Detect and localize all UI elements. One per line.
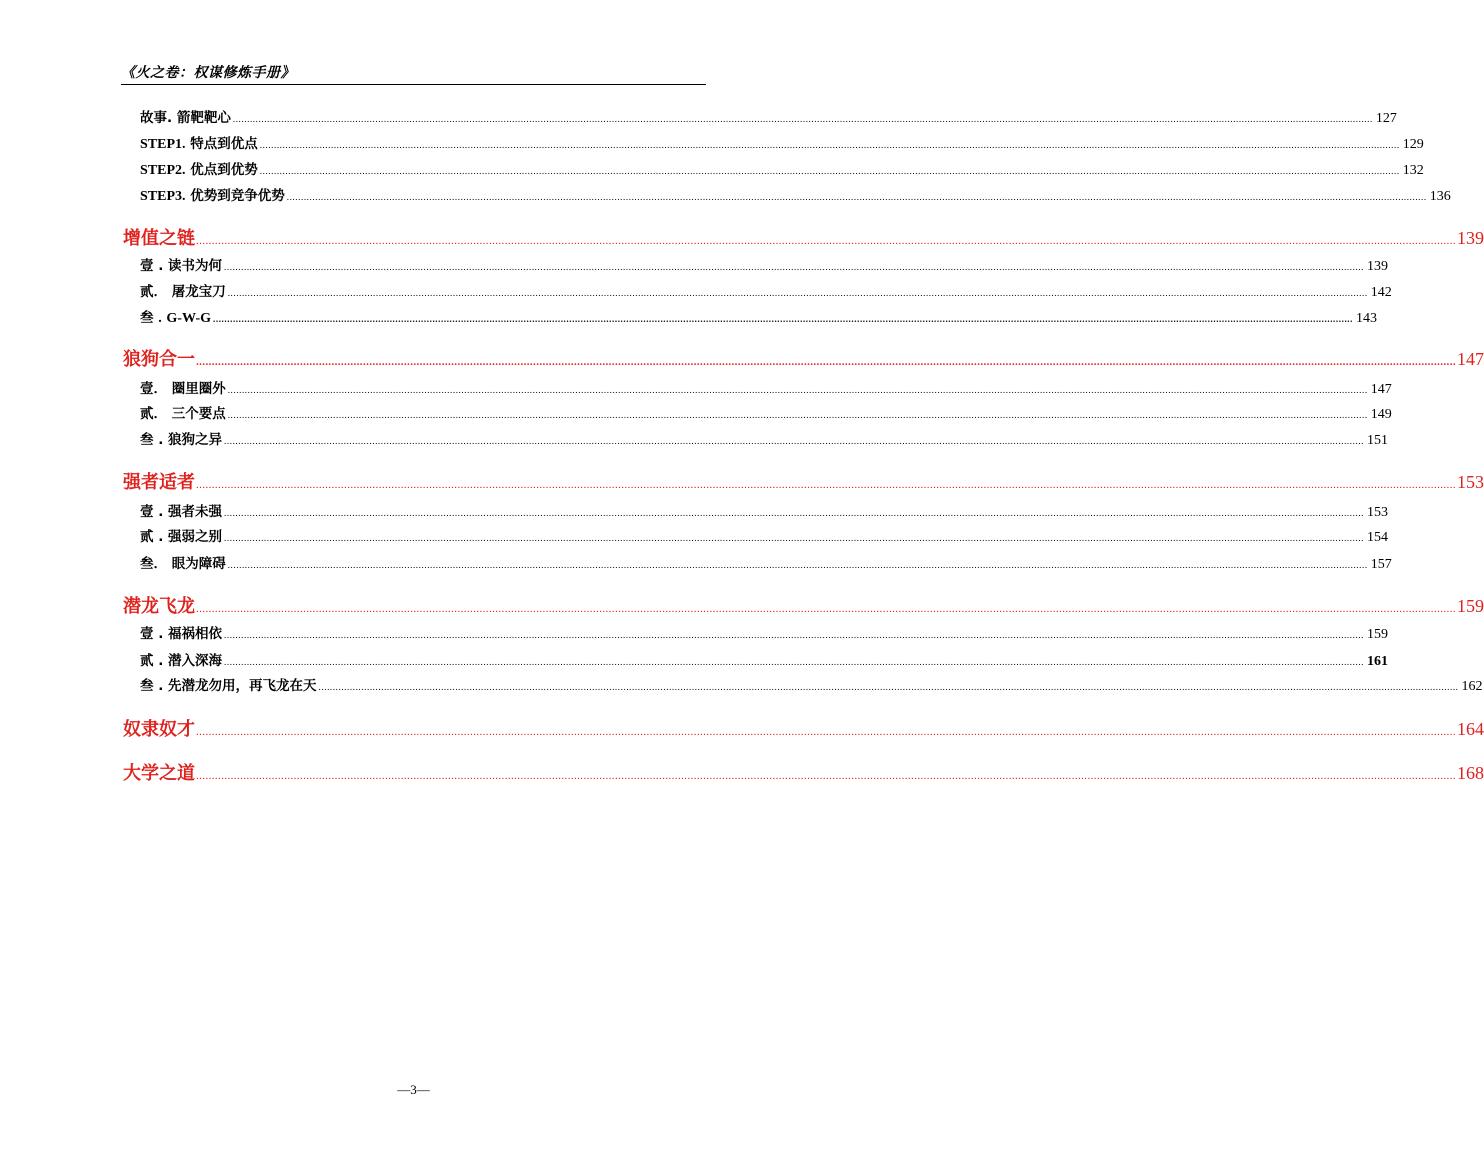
toc-entry-label: STEP3. 优势到竞争优势	[140, 188, 285, 204]
toc-chapter-page: 147	[1457, 349, 1484, 369]
toc-entry-label: 贰． 三个要点	[140, 406, 226, 422]
toc-entry-page: 151	[1367, 433, 1389, 448]
toc-entry[interactable]	[140, 377, 1392, 397]
toc-chapter[interactable]	[123, 468, 1484, 494]
toc-entry-page: 153	[1367, 505, 1389, 520]
toc-chapter-page: 159	[1457, 596, 1484, 616]
toc-entry-label: 贰 . 强弱之别	[140, 529, 223, 545]
toc-entry-page: 149	[1370, 407, 1392, 422]
toc-entry-page: 154	[1367, 530, 1389, 545]
header-divider	[121, 84, 706, 85]
toc-entry-label: 故事. 箭靶靶心	[140, 110, 231, 126]
toc-chapter-page: 164	[1457, 719, 1484, 739]
toc-entry-page: 159	[1367, 627, 1389, 642]
toc-chapter-page: 168	[1457, 763, 1484, 783]
toc-leader-dots: ................................................................................................................................................................................................................................................................................................................................................................................................................	[286, 192, 1427, 202]
toc-leader-dots: ................................................................................................................................................................................................................................................................................................................................................................................................................	[224, 657, 1365, 667]
toc-chapter-title: 强者适者	[123, 472, 195, 493]
toc-entry-page: 136	[1429, 189, 1451, 204]
toc-chapter-page: 153	[1457, 472, 1484, 492]
toc-entry-page: 147	[1370, 382, 1392, 397]
toc-leader-dots: ................................................................................................................................................................................................................................................................................................................................................................................................................	[227, 560, 1368, 570]
toc-entry[interactable]	[140, 184, 1451, 204]
toc-leader-dots: ................................................................................................................................................................................................................................................................................................................................................................................................................	[232, 114, 1373, 124]
page-number: —3—	[397, 1082, 430, 1097]
toc-leader-dots: ................................................................................................................................................................................................................................................................................................................................................................................................................	[227, 385, 1368, 395]
toc-entry[interactable]	[140, 402, 1392, 422]
toc-chapter[interactable]	[123, 592, 1484, 618]
toc-chapter[interactable]	[123, 224, 1484, 250]
toc-entry[interactable]	[140, 525, 1389, 545]
toc-entry-label: 壹 . 强者未强	[140, 504, 223, 520]
toc-entry-page: 132	[1402, 163, 1424, 178]
toc-leader-dots: ................................................................................................................................................................................................................................................................................................................................................................................................................	[196, 356, 1456, 368]
toc-entry-label: 叁 . G-W-G	[140, 310, 211, 326]
toc-entry-label: STEP2. 优点到优势	[140, 162, 258, 178]
toc-leader-dots: ................................................................................................................................................................................................................................................................................................................................................................................................................	[224, 436, 1365, 446]
document-header-title: 《火之卷：权谋修炼手册》	[121, 65, 295, 81]
toc-leader-dots: ................................................................................................................................................................................................................................................................................................................................................................................................................	[213, 314, 1353, 324]
toc-leader-dots: ................................................................................................................................................................................................................................................................................................................................................................................................................	[224, 508, 1365, 518]
toc-entry[interactable]	[140, 428, 1389, 448]
toc-chapter-title: 潜龙飞龙	[123, 596, 195, 617]
toc-entry-page: 161	[1367, 654, 1389, 669]
toc-entry[interactable]	[140, 552, 1392, 572]
toc-chapter-page: 139	[1457, 228, 1484, 248]
toc-entry-label: 壹 . 福祸相依	[140, 626, 223, 642]
toc-entry[interactable]	[140, 674, 1483, 694]
toc-chapter[interactable]	[123, 345, 1484, 371]
toc-entry-label: 壹 . 读书为何	[140, 258, 223, 274]
toc-chapter-title: 增值之链	[123, 228, 195, 249]
toc-leader-dots: ................................................................................................................................................................................................................................................................................................................................................................................................................	[224, 533, 1365, 543]
toc-chapter-title: 大学之道	[123, 763, 195, 784]
toc-leader-dots: ................................................................................................................................................................................................................................................................................................................................................................................................................	[318, 682, 1459, 692]
toc-leader-dots: ................................................................................................................................................................................................................................................................................................................................................................................................................	[196, 235, 1456, 247]
toc-chapter-title: 奴隶奴才	[123, 719, 195, 740]
toc-entry[interactable]	[140, 254, 1389, 274]
toc-leader-dots: ................................................................................................................................................................................................................................................................................................................................................................................................................	[196, 603, 1456, 615]
toc-chapter-title: 狼狗合一	[123, 349, 195, 370]
toc-entry[interactable]	[140, 306, 1377, 326]
toc-entry-label: 叁 . 狼狗之异	[140, 432, 223, 448]
toc-leader-dots: ................................................................................................................................................................................................................................................................................................................................................................................................................	[227, 410, 1368, 420]
toc-leader-dots: ................................................................................................................................................................................................................................................................................................................................................................................................................	[196, 479, 1456, 491]
toc-leader-dots: ................................................................................................................................................................................................................................................................................................................................................................................................................	[196, 726, 1456, 738]
toc-entry-label: 叁． 眼为障碍	[140, 556, 226, 572]
toc-entry[interactable]	[140, 500, 1389, 520]
toc-leader-dots: ................................................................................................................................................................................................................................................................................................................................................................................................................	[196, 770, 1456, 782]
toc-chapter[interactable]	[123, 759, 1484, 785]
toc-entry-page: 143	[1356, 311, 1377, 326]
toc-entry-page: 139	[1367, 259, 1389, 274]
toc-entry[interactable]	[140, 106, 1397, 126]
toc-leader-dots: ................................................................................................................................................................................................................................................................................................................................................................................................................	[227, 288, 1368, 298]
toc-entry[interactable]	[140, 132, 1424, 152]
toc-entry-page: 162	[1461, 679, 1483, 694]
toc-entry-page: 157	[1370, 557, 1392, 572]
toc-leader-dots: ................................................................................................................................................................................................................................................................................................................................................................................................................	[224, 630, 1365, 640]
toc-entry[interactable]	[140, 622, 1389, 642]
toc-leader-dots: ................................................................................................................................................................................................................................................................................................................................................................................................................	[224, 262, 1365, 272]
toc-entry-label: 壹． 圈里圈外	[140, 381, 226, 397]
toc-entry[interactable]	[140, 649, 1389, 669]
toc-entry[interactable]	[140, 280, 1392, 300]
toc-entry-label: STEP1. 特点到优点	[140, 136, 258, 152]
toc-entry[interactable]	[140, 158, 1424, 178]
toc-chapter[interactable]	[123, 715, 1484, 741]
toc-entry-label: 叁 . 先潜龙勿用，再飞龙在天	[140, 678, 317, 694]
toc-entry-page: 142	[1370, 285, 1392, 300]
toc-entry-page: 129	[1402, 137, 1424, 152]
toc-leader-dots: ................................................................................................................................................................................................................................................................................................................................................................................................................	[259, 140, 1400, 150]
toc-entry-label: 贰 . 潜入深海	[140, 653, 223, 669]
toc-entry-label: 贰． 屠龙宝刀	[140, 284, 226, 300]
toc-leader-dots: ................................................................................................................................................................................................................................................................................................................................................................................................................	[259, 166, 1400, 176]
toc-entry-page: 127	[1375, 111, 1397, 126]
